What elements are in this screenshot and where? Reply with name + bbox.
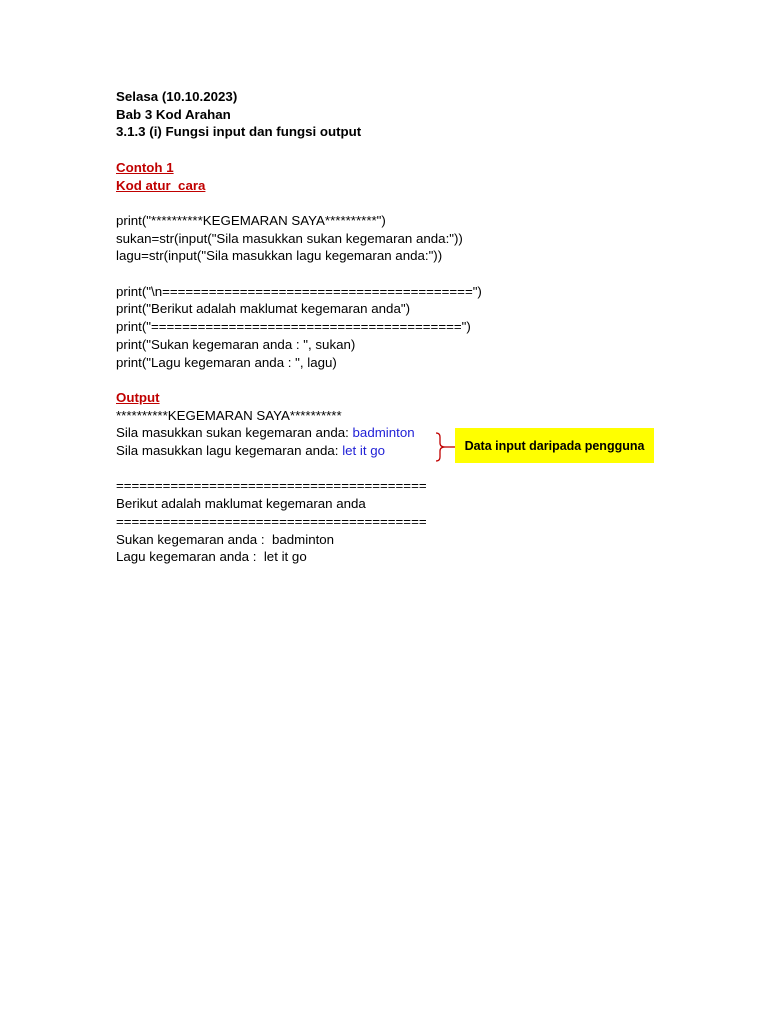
input-data-callout — [455, 428, 654, 463]
spacer — [116, 141, 676, 159]
date-line: Selasa (10.10.2023) — [116, 89, 238, 104]
prompt-text: Sila masukkan lagu kegemaran anda: — [116, 443, 343, 458]
output-line: Berikut adalah maklumat kegemaran anda — [116, 496, 366, 512]
user-input-value: let it go — [342, 443, 386, 458]
output-line: Lagu kegemaran anda : let it go — [116, 549, 307, 565]
chapter-line: Bab 3 Kod Arahan — [116, 106, 231, 122]
output-line: Sukan kegemaran anda : badminton — [116, 531, 335, 547]
topic-line: 3.1.3 (i) Fungsi input dan fungsi output — [116, 124, 362, 140]
code-line: print("\n========================================") — [116, 283, 482, 299]
code-line: print("========================================") — [116, 319, 471, 335]
output-separator: ======================================== — [116, 478, 427, 494]
code-line: lagu=str(input("Sila masukkan lagu kegemaran anda:")) — [116, 248, 443, 264]
code-line: print("Sukan kegemaran anda : ", sukan) — [116, 336, 356, 352]
code-line: print("**********KEGEMARAN SAYA**********") — [116, 212, 386, 228]
code-line: sukan=str(input("Sila masukkan sukan kegemaran anda:")) — [116, 230, 463, 246]
prompt-text: Sila masukkan sukan kegemaran anda: — [116, 425, 353, 441]
document-body — [116, 88, 676, 566]
user-input-value: badminton — [352, 425, 415, 441]
output-line: **********KEGEMARAN SAYA********** — [116, 407, 342, 423]
code-line: print("Berikut adalah maklumat kegemaran anda") — [116, 301, 410, 317]
example-title: Contoh 1 — [116, 159, 174, 175]
output-title: Output — [116, 389, 160, 405]
curly-brace-icon — [434, 432, 456, 462]
example-subtitle: Kod atur cara — [116, 177, 206, 193]
output-separator: ======================================== — [116, 513, 427, 529]
spacer — [116, 265, 676, 283]
spacer — [116, 371, 676, 389]
spacer — [116, 194, 676, 212]
code-line: print("Lagu kegemaran anda : ", lagu) — [116, 354, 337, 370]
callout-label: Data input daripada pengguna — [464, 438, 645, 453]
